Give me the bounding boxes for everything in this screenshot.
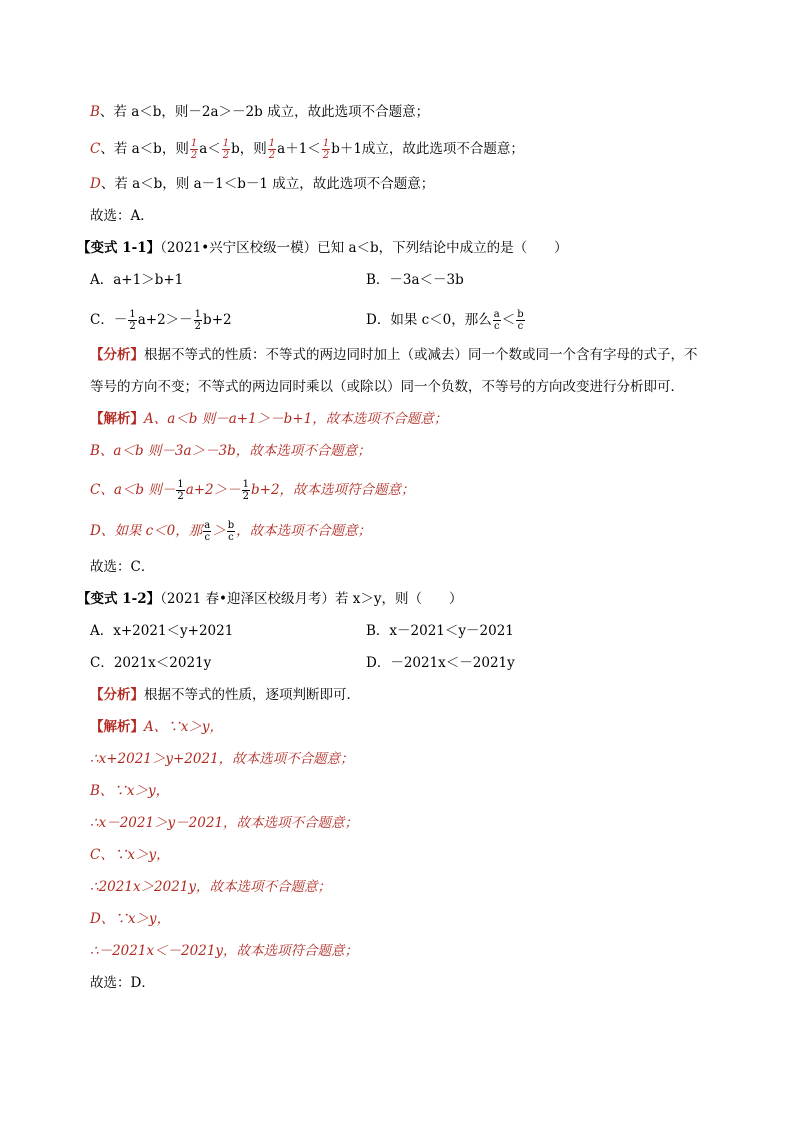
fraction: $\frac{a}{c}$ [493,309,500,332]
analysis-tag: 【分析】 [90,687,144,703]
question-tag: 【变式 1-2】 [77,591,161,607]
solution-line-7: D、∵x＞y， [90,911,171,927]
solution-line-4: D、如果 c＜0，那 $\frac{a}{c}$ ＞ $\frac{b}{c}$ ，故本选项不合题意； [90,520,372,543]
solution-line-8: ∴－2021x＜－2021y，故本选项符合题意； [90,943,359,959]
solution-tag: 【解析】 [90,719,144,735]
fraction: $\frac{1}{2}$ [190,138,198,161]
option-a: A．a+1＞b+1 [90,272,184,288]
answer-line: 故选：A． [90,208,154,224]
question-tag: 【变式 1-1】 [77,240,161,256]
fraction: $\frac{1}{2}$ [177,479,184,502]
solution-line-3: B、∵x＞y， [90,783,170,799]
option-d: D．如果 c＜0，那么 $\frac{a}{c}$ ＜ $\frac{b}{c}$ [366,309,524,332]
fraction: $\frac{a}{c}$ [204,520,211,543]
question-1-1-stem: 【变式 1-1】（2021•兴宁区校级一模）已知 a＜b，下列结论中成立的是（ ） [77,240,568,256]
solution-line-c: C、若 a＜b，则 $\frac{1}{2}$ a＜ $\frac{1}{2}$ b，则 $\frac{1}{2}$ a＋1＜ $\frac{1}{2}$ b＋1成立，故此选项不合题意； [90,138,524,161]
fraction: $\frac{1}{2}$ [268,138,276,161]
fraction: $\frac{b}{c}$ [227,520,235,543]
solution-line-6: ∴2021x＞2021y，故本选项不合题意； [90,879,332,895]
fraction: $\frac{1}{2}$ [194,309,202,332]
analysis-line: 【分析】根据不等式的性质，逐项判断即可． [90,687,360,703]
option-c: C．－ $\frac{1}{2}$ a+2＞－ $\frac{1}{2}$ b+2 [90,309,232,332]
fraction: $\frac{1}{2}$ [322,138,330,161]
option-letter: B [90,104,100,120]
solution-line-5: C、∵x＞y， [90,847,170,863]
solution-line-2: ∴x+2021＞y+2021，故本选项不合题意； [90,751,354,767]
question-1-2-stem: 【变式 1-2】（2021 春•迎泽区校级月考）若 x＞y，则（ ） [77,591,463,607]
option-c: C．2021x＜2021y [90,655,212,671]
solution-line-b: B、若 a＜b，则－2a＞－2b 成立，故此选项不合题意； [90,104,430,120]
answer-line: 故选：C． [90,559,155,575]
solution-line-2: B、a＜b 则－3a＞－3b，故本选项不合题意； [90,443,371,459]
solution-tag: 【解析】 [90,411,144,427]
analysis-line-2: 等号的方向不变；不等式的两边同时乘以（或除以）同一个负数，不等号的方向改变进行分析即可． [90,379,684,395]
option-b: B．－3a＜－3b [366,272,464,288]
analysis-tag: 【分析】 [90,347,144,363]
fraction: $\frac{b}{c}$ [517,309,524,332]
answer-line: 故选：D． [90,975,155,991]
solution-line-d: D、若 a＜b，则 a－1＜b－1 成立，故此选项不合题意； [90,176,435,192]
fraction: $\frac{1}{2}$ [129,309,136,332]
option-a: A．x+2021＜y+2021 [90,623,234,639]
solution-line-1: 【解析】A、∵x＞y， [90,719,223,735]
option-b: B．x－2021＜y－2021 [366,623,514,639]
fraction: $\frac{1}{2}$ [222,138,230,161]
solution-line-1: 【解析】A、a＜b 则－a+1＞－b+1，故本选项不合题意； [90,411,448,427]
analysis-line-1: 【分析】根据不等式的性质：不等式的两边同时加上（或减去）同一个数或同一个含有字母的式子，不 [90,347,698,363]
solution-line-4: ∴x－2021＞y－2021，故本选项不合题意； [90,815,359,831]
option-d: D．－2021x＜－2021y [366,655,515,671]
solution-line-3: C、a＜b 则－ $\frac{1}{2}$ a+2＞－ $\frac{1}{2}$ b+2，故本选项符合题意； [90,479,415,502]
fraction: $\frac{1}{2}$ [242,479,250,502]
